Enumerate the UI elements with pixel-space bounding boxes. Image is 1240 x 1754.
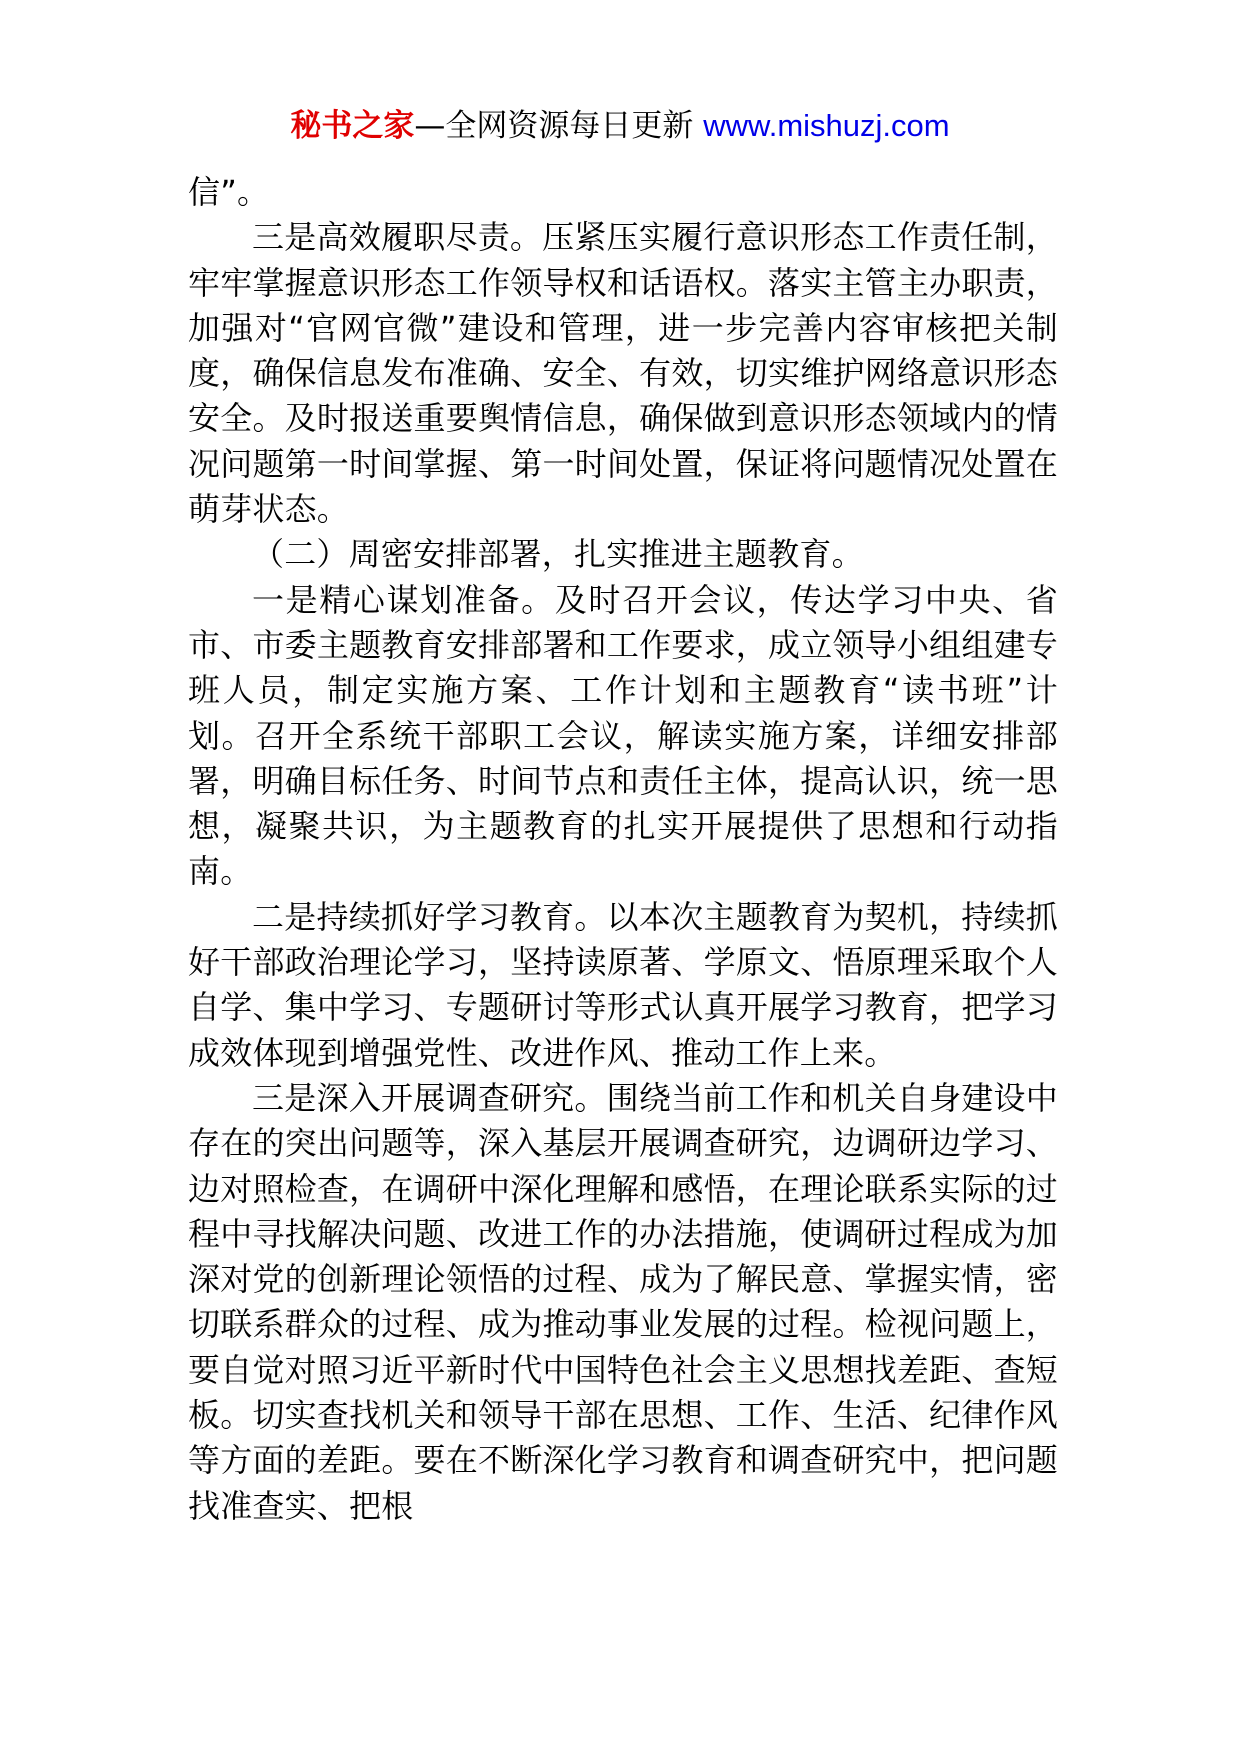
paragraph-investigation-research: 三是深入开展调查研究。围绕当前工作和机关自身建设中存在的突出问题等，深入基层开展调查研究，边调研边学习、边对照检查，在调研中深化理解和感悟，在理论联系实际的过程中寻找解决问题、改进工作的办法措施，使调研过程成为加深对党的创新理论领悟的过程、成为了解民意、掌握实情，密切联系群众的过程、成为推动事业发展的过程。检视问题上，要自觉对照习近平新时代中国特色社会主义思想找差距、查短板。切实查找机关和领导干部在思想、工作、生活、纪律作风等方面的差距。要在不断深化学习教育和调查研究中，把问题找准查实、把根 bbox=[188, 1078, 1058, 1525]
brand-name: 秘书之家 bbox=[290, 108, 415, 144]
paragraph-efficient-duty: 三是高效履职尽责。压紧压实履行意识形态工作责任制，牢牢掌握意识形态工作领导权和话语权。落实主管主办职责，加强对“官网官微”建设和管理，进一步完善内容审核把关制度，确保信息发布准确、安全、有效，切实维护网络意识形态安全。及时报送重要舆情信息，确保做到意识形态领域内的情况问题第一时间掌握、第一时间处置，保证将问题情况处置在萌芽状态。 bbox=[188, 218, 1058, 529]
page-header bbox=[0, 104, 1240, 148]
paragraph-careful-planning: 一是精心谋划准备。及时召开会议，传达学习中央、省市、市委主题教育安排部署和工作要求，成立领导小组组建专班人员，制定实施方案、工作计划和主题教育“读书班”计划。召开全系统干部职工会议，解读实施方案，详细安排部署，明确目标任务、时间节点和责任主体，提高认识，统一思想，凝聚共识，为主题教育的扎实开展提供了思想和行动指南。 bbox=[188, 580, 1058, 891]
site-url-link[interactable]: www.mishuzj.com bbox=[703, 108, 950, 143]
header-slogan: —全网资源每日更新 bbox=[414, 108, 704, 144]
section-heading-2: （二）周密安排部署，扎实推进主题教育。 bbox=[252, 535, 864, 574]
paragraph-study-education: 二是持续抓好学习教育。以本次主题教育为契机，持续抓好干部政治理论学习，坚持读原著、学原文、悟原理采取个人自学、集中学习、专题研讨等形式认真开展学习教育，把学习成效体现到增强党性、改进作风、推动工作上来。 bbox=[188, 897, 1058, 1072]
document-body bbox=[188, 170, 1058, 1529]
paragraph-continued: 信”。 bbox=[188, 173, 270, 211]
